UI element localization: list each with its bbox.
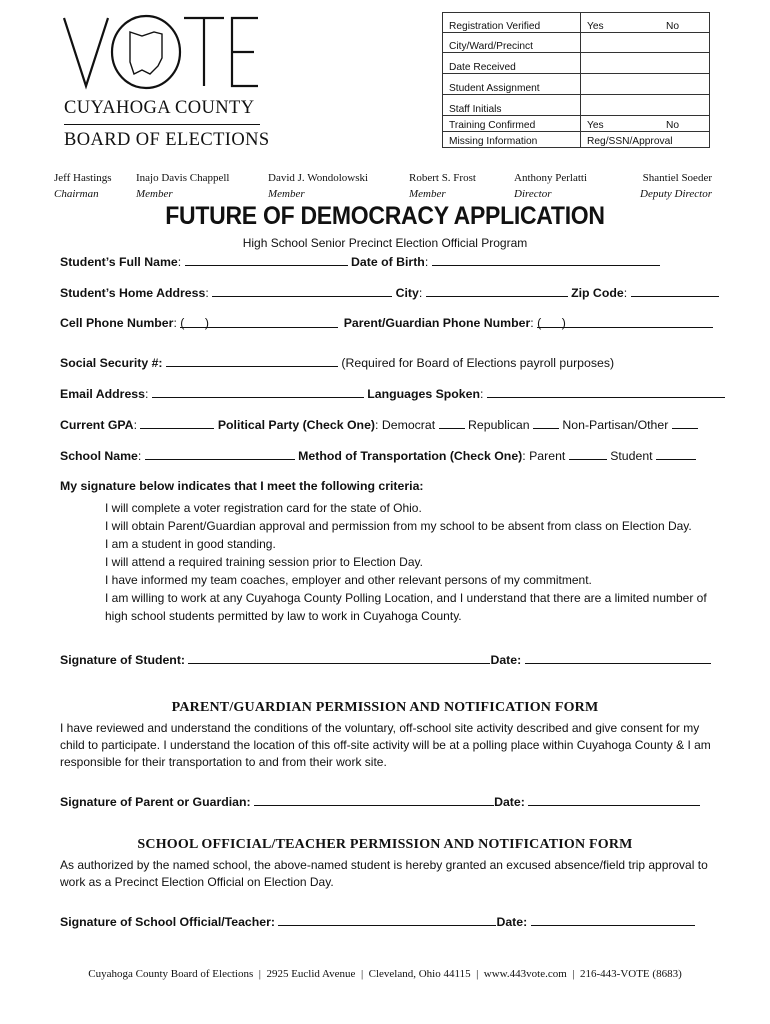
student-signature-label: Signature of Student: <box>60 653 186 667</box>
office-row <box>443 13 710 33</box>
party-democrat-label: Democrat <box>381 418 436 432</box>
row-school-transport: School Name: Method of Transportation (Check One): Parent Student <box>60 448 696 463</box>
criteria-item: I will attend a required training session prior to Election Day. <box>105 555 423 569</box>
row-student-signature <box>60 652 711 667</box>
zip-label: Zip Code <box>571 286 624 300</box>
office-row <box>443 116 710 132</box>
member-title: Member <box>268 188 305 200</box>
footer: Cuyahoga County Board of Elections | 2925 Euclid Avenue | Cleveland, Ohio 44115 | www.443vote.com | 216-443-VOTE (8683) <box>88 968 682 980</box>
office-value-field[interactable] <box>581 74 710 95</box>
row-phones: Cell Phone Number: ( ) Parent/Guardian Phone Number: ( ) <box>60 316 713 330</box>
office-label: City/Ward/Precinct <box>443 33 581 53</box>
parent-phone-label: Parent/Guardian Phone Number <box>343 316 531 330</box>
transport-parent-check[interactable] <box>569 448 607 460</box>
member-title: Member <box>409 188 446 200</box>
member-name: Inajo Davis Chappell <box>136 172 230 184</box>
parent-section-title: PARENT/GUARDIAN PERMISSION AND NOTIFICATION FORM <box>171 700 599 715</box>
office-value-field[interactable] <box>581 33 710 53</box>
parent-date-label: Date: <box>494 795 525 809</box>
school-signature-field[interactable] <box>278 914 496 926</box>
parent-section-text: I have reviewed and understand the conditions of the voluntary, off-school site activity described and give consent for my child to participate. I understand the location of this off-site activity will be at a polling place within Cuyahoga County & I am responsible for their transportation to and from their work site. <box>60 721 711 769</box>
languages-label: Languages Spoken <box>367 387 480 401</box>
criteria-item: I will complete a voter registration card for the state of Ohio. <box>105 501 422 515</box>
member-name: Anthony Perlatti <box>514 172 588 184</box>
board-member <box>620 170 712 202</box>
member-title: Chairman <box>54 188 99 200</box>
vote-logo-icon <box>60 12 260 92</box>
footer-web-link[interactable]: www.443vote.com <box>483 968 567 980</box>
zip-field[interactable] <box>631 285 719 297</box>
form-title: FUTURE OF DEMOCRACY APPLICATION <box>165 202 605 230</box>
board-member <box>514 170 587 202</box>
yes-option[interactable]: Yes <box>587 120 604 131</box>
office-label: Staff Initials <box>443 95 581 116</box>
form-subtitle: High School Senior Precinct Election Official Program <box>242 236 528 250</box>
member-title: Director <box>514 188 552 200</box>
student-date-field[interactable] <box>525 652 711 664</box>
logo-divider <box>64 124 260 125</box>
criteria-heading: My signature below indicates that I meet the following criteria: <box>60 479 424 493</box>
school-section-title: SCHOOL OFFICIAL/TEACHER PERMISSION AND NOTIFICATION FORM <box>137 837 633 852</box>
office-value: Reg/SSN/Approval <box>581 132 710 148</box>
office-row <box>443 74 710 95</box>
board-logo <box>60 12 270 152</box>
student-date-label: Date: <box>490 653 522 667</box>
logo-board-text: BOARD OF ELECTIONS <box>64 130 270 150</box>
party-nonpartisan-check[interactable] <box>672 417 698 429</box>
member-title: Member <box>136 188 173 200</box>
home-address-field[interactable] <box>212 285 392 297</box>
gpa-field[interactable] <box>140 417 214 429</box>
city-label: City <box>395 286 419 300</box>
languages-field[interactable] <box>487 386 725 398</box>
full-name-label: Student’s Full Name <box>60 255 178 269</box>
office-row <box>443 95 710 116</box>
school-date-label: Date: <box>496 915 528 929</box>
ssn-note: (Required for Board of Elections payroll purposes) <box>341 356 615 370</box>
footer-city: Cleveland, Ohio 44115 <box>368 968 471 980</box>
criteria-item: I am a student in good standing. <box>105 537 276 551</box>
office-use-table <box>442 12 710 148</box>
ssn-label: Social Security #: <box>60 356 163 370</box>
row-school-signature <box>60 914 695 929</box>
transport-parent-label: Parent <box>529 449 566 463</box>
logo-county-text: CUYAHOGA COUNTY <box>64 98 255 118</box>
row-email: Email Address: Languages Spoken: <box>60 386 725 401</box>
office-row <box>443 33 710 53</box>
criteria-list <box>105 499 715 625</box>
criteria-item: I will obtain Parent/Guardian approval and permission from my school to be absent from class on Election Day. <box>105 519 692 533</box>
no-option[interactable]: No <box>665 120 679 131</box>
office-value-field[interactable] <box>581 53 710 74</box>
board-member <box>268 170 368 202</box>
parent-phone-field[interactable]: ( ) <box>537 316 713 328</box>
board-member <box>136 170 229 202</box>
party-republican-label: Republican <box>468 418 530 432</box>
transport-student-label: Student <box>610 449 653 463</box>
transport-label: Method of Transportation (Check One) <box>298 449 523 463</box>
office-label: Date Received <box>443 53 581 74</box>
email-label: Email Address <box>60 387 145 401</box>
no-option[interactable]: No <box>665 21 679 32</box>
row-address: Student’s Home Address: City: Zip Code: <box>60 285 719 300</box>
transport-student-check[interactable] <box>656 448 696 460</box>
member-name: Shantiel Soeder <box>642 172 712 184</box>
criteria-item: I have informed my team coaches, employer and other relevant persons of my commitment. <box>105 573 592 587</box>
email-field[interactable] <box>152 386 364 398</box>
ssn-field[interactable] <box>166 355 338 367</box>
office-label: Student Assignment <box>443 74 581 95</box>
row-ssn <box>60 355 614 370</box>
school-signature-label: Signature of School Official/Teacher: <box>60 915 276 929</box>
dob-label: Date of Birth <box>351 255 425 269</box>
school-label: School Name <box>60 449 138 463</box>
footer-phone: 216-443-VOTE (8683) <box>580 968 682 980</box>
row-name-dob: Student’s Full Name: Date of Birth: <box>60 254 660 269</box>
office-label: Training Confirmed <box>443 116 581 132</box>
home-address-label: Student’s Home Address <box>60 286 206 300</box>
school-field[interactable] <box>145 448 295 460</box>
board-member <box>409 170 476 202</box>
school-section-text: As authorized by the named school, the above-named student is hereby granted an excused absence/field trip approval to work as a Precinct Election Official on Election Day. <box>60 858 708 889</box>
cell-phone-label: Cell Phone Number <box>60 316 174 330</box>
cell-phone-field[interactable]: ( ) <box>180 316 338 328</box>
board-member <box>54 170 112 202</box>
school-date-field[interactable] <box>531 914 695 926</box>
party-republican-check[interactable] <box>533 417 559 429</box>
city-field[interactable] <box>426 285 568 297</box>
row-gpa-party: Current GPA: Political Party (Check One): Democrat Republican Non-Partisan/Other <box>60 417 698 432</box>
office-label: Registration Verified <box>443 13 581 33</box>
student-signature-field[interactable] <box>188 652 490 664</box>
member-title: Deputy Director <box>640 188 712 200</box>
criteria-item: I am willing to work at any Cuyahoga County Polling Location, and I understand that there are a limited number of high school students permitted by law to work in Cuyahoga County. <box>105 591 707 623</box>
footer-org: Cuyahoga County Board of Elections <box>88 968 254 980</box>
parent-date-field[interactable] <box>528 794 700 806</box>
member-name: Jeff Hastings <box>54 172 112 184</box>
office-label: Missing Information <box>443 132 581 148</box>
footer-address: 2925 Euclid Avenue <box>266 968 356 980</box>
dob-field[interactable] <box>432 254 660 266</box>
member-name: David J. Wondolowski <box>268 172 369 184</box>
row-parent-signature <box>60 794 700 809</box>
parent-signature-field[interactable] <box>254 794 494 806</box>
party-nonpartisan-label: Non-Partisan/Other <box>562 418 669 432</box>
office-row <box>443 53 710 74</box>
party-label: Political Party (Check One) <box>217 418 376 432</box>
member-name: Robert S. Frost <box>409 172 476 184</box>
gpa-label: Current GPA <box>60 418 134 432</box>
full-name-field[interactable] <box>185 254 348 266</box>
yes-option[interactable]: Yes <box>587 21 604 32</box>
parent-signature-label: Signature of Parent or Guardian: <box>60 795 251 809</box>
office-value-field[interactable] <box>581 95 710 116</box>
party-democrat-check[interactable] <box>439 417 465 429</box>
office-row <box>443 132 710 148</box>
